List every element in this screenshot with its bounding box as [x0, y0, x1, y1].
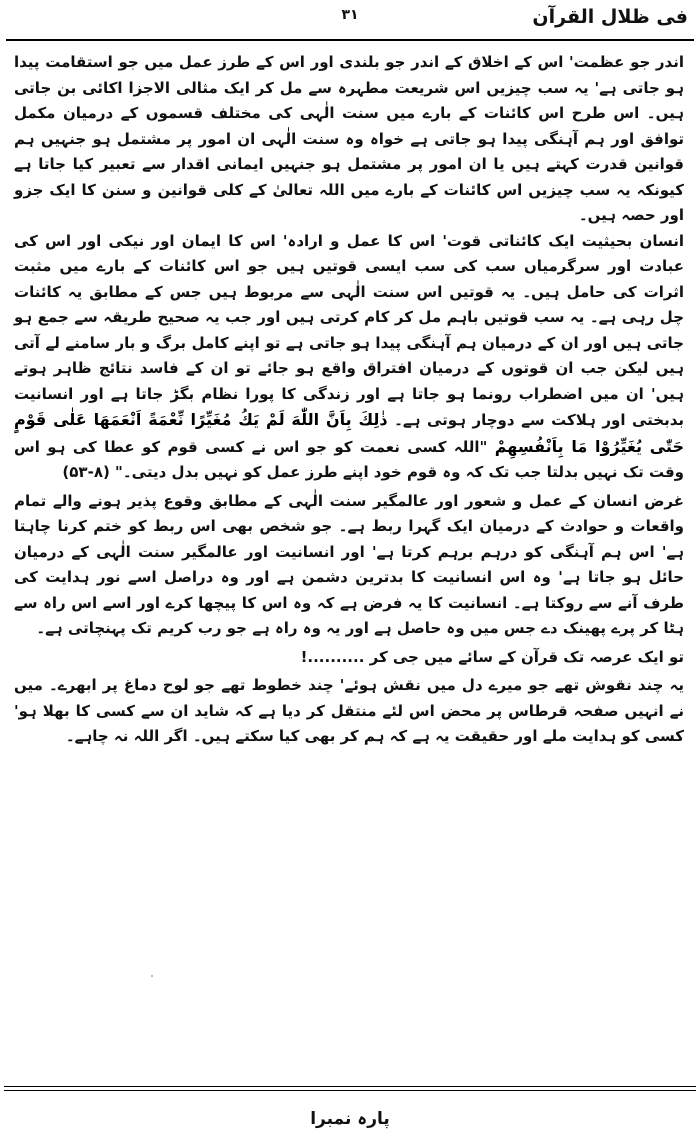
book-title: فی ظلال القرآن	[532, 6, 688, 28]
page-number: ۳۱	[341, 7, 359, 23]
page-body	[14, 50, 684, 750]
speck	[151, 975, 153, 977]
paragraph-2	[14, 229, 684, 486]
footer-rule-bottom	[4, 1090, 696, 1091]
paragraph-1: اندر جو عظمت' اس کے اخلاق کے اندر جو بلندی اور اس کے طرز عمل میں جو استقامت پیدا ہو جاتی ہے' یہ سب چیزیں اس شریعت مطہرہ سے مل کر ایک مثالی الاجزا اکائی بن جاتی ہیں۔ اس طرح اس کائنات کے بارے میں سنت الٰہی کی مختلف قسموں کے درمیان مکمل توافق اور ہم آہنگی پیدا ہو جاتی ہے خواہ وہ سنت الٰہی ان امور پر مشتمل ہو جنہیں ہم قوانین قدرت کہتے ہیں یا ان امور پر مشتمل ہو جنہیں ایمانی اقدار سے تعبیر کیا جاتا ہے کیونکہ یہ سب چیزیں اس کائنات کے بارے میں اللہ تعالیٰ کے کلی قوانین و سنن کا ایک جزو اور حصہ ہیں۔	[14, 53, 684, 224]
paragraph-5: یہ چند نقوش تھے جو میرے دل میں نقش ہوئے' چند خطوط تھے جو لوح دماغ پر ابھرے۔ میں نے انہیں صفحہ قرطاس پر محض اس لئے منتقل کر دیا ہے کہ شاید ان سے کسی کا بھلا ہو' کسی کو ہدایت ملے اور حقیقت یہ ہے کہ ہم کر بھی کیا سکتے ہیں۔ اگر اللہ نہ چاہے۔	[14, 676, 684, 745]
page-header	[0, 0, 700, 38]
paragraph-3: غرض انسان کے عمل و شعور اور عالمگیر سنت الٰہی کے مطابق وقوع پذیر ہونے والے تمام واقعات و حوادث کے درمیان ایک گہرا ربط ہے۔ جو شخص بھی اس ربط کو ختم کرنا چاہتا ہے' اس ہم آہنگی کو درہم برہم کرتا ہے' اور انسانیت اور عالمگیر سنت الٰہی کے درمیان حائل ہو جاتا ہے' وہ اس انسانیت کا بدترین دشمن ہے اور وہ دراصل اسے نور ہدایت کی طرف آنے سے روکتا ہے۔ انسانیت کا یہ فرض ہے کہ وہ اس کا پیچھا کرے اور اسے اس راہ سے ہٹا کر پرے پھینک دے جس میں وہ حاصل ہے اور یہ وہ راہ ہے جو رب کریم تک پہنچاتی ہے۔	[14, 491, 684, 637]
quran-verse: ذٰلِكَ بِاَنَّ اللّٰهَ لَمْ يَكُ مُغَيِّرًا نِّعْمَةً اَنْعَمَهَا عَلٰى قَوْمٍ حَتّٰى يُغَيِّرُوْا مَا بِاَنْفُسِهِمْ	[14, 410, 684, 456]
header-rule	[6, 39, 694, 41]
paragraph-4: تو ایک عرصہ تک قرآن کے سائے میں جی کر ..........!	[300, 647, 684, 666]
paragraph-2-text: انسان بحیثیت ایک کائناتی قوت' اس کا عمل و ارادہ' اس کا ایمان اور نیکی اور اس کی عبادت اور سرگرمیاں سب کی سب ایسی قوتیں ہیں جو اس کائنات کے بارے میں مثبت اثرات کی حامل ہیں۔ یہ قوتیں اس سنت الٰہی سے مربوط ہیں جس کے مطابق یہ کائنات چل رہی ہے۔ یہ سب قوتیں باہم مل کر کام کرتی ہیں اور جب یہ صحیح طریقہ سے جمع ہو جاتی ہیں اور ان کے درمیان ہم آہنگی پیدا ہو جاتی ہے تو اپنے کامل برگ و بار سامنے لے آتی ہیں لیکن جب ان قوتوں کے درمیان افتراق واقع ہو جائے تو ان کے فاسد نتائج ظاہر ہوتے ہیں' ان میں اضطراب رونما ہو جاتا ہے اور زندگی کا پورا نظام بگڑ جاتا ہے اور انسانیت بدبختی اور ہلاکت سے دوچار ہوتی ہے۔	[14, 231, 685, 429]
footer-rule-top	[4, 1086, 696, 1087]
verse-translation: "اللہ کسی نعمت کو جو اس نے کسی قوم کو عطا کی ہو اس وقت تک نہیں بدلتا جب تک کہ وہ قوم خود اپنے طرز عمل کو نہیں بدل دیتی۔" (۸-۵۳)	[14, 437, 684, 481]
section-label: پارہ نمبرا	[310, 1109, 390, 1129]
